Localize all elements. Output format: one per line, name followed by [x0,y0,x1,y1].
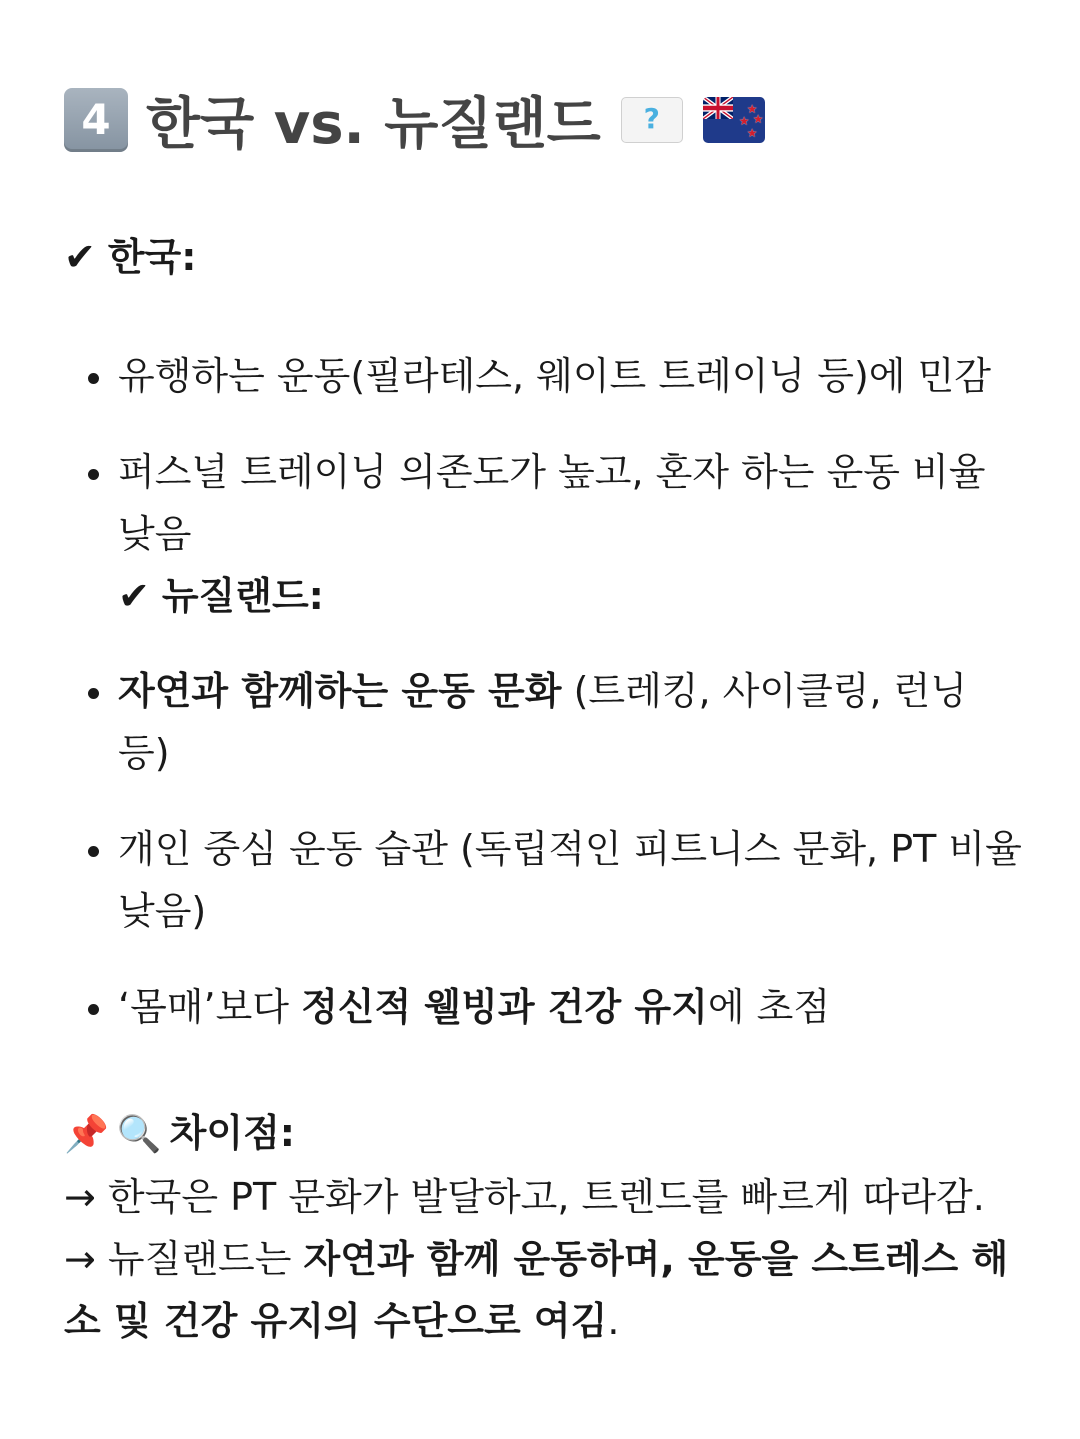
korea-label-text: 한국: [107,235,197,279]
korea-bullets [84,345,1024,627]
section-heading [64,80,765,160]
list-item [84,441,1024,627]
nz-bullets [84,660,1024,1072]
list-item [84,976,1024,1038]
bold-text: 자연과 함께 운동하며, 운동을 스트레스 해소 및 건강 유지의 수단으로 여김 [64,1237,1009,1343]
check-icon: ✔ [64,235,96,279]
plain-text: ‘몸매’보다 [118,985,302,1029]
keycap-number-icon: 4 [64,88,128,152]
list-item: 개인 중심 운동 습관 (독립적인 피트니스 문화, PT 비율 낮음) [84,818,1024,942]
nz-label [118,565,1024,627]
question-flag-icon: ? [621,97,683,143]
difference-title-text: 차이점: [169,1111,295,1155]
plain-text: 에 초점 [707,985,831,1029]
bold-text: 정신적 웰빙과 건강 유지 [301,985,708,1029]
plain-text: . [607,1299,620,1343]
pushpin-icon: 📌 [64,1114,109,1155]
plain-text: → 뉴질랜드는 [64,1237,304,1281]
bold-text: 자연과 함께하는 운동 문화 [118,669,562,713]
difference-title [64,1102,1024,1166]
difference-line-nz [64,1228,1024,1352]
heading-title: 한국 vs. 뉴질랜드 [146,92,601,157]
nz-label-text: 뉴질랜드: [161,574,324,618]
check-icon: ✔ [118,574,150,618]
difference-line-korea: → 한국은 PT 문화가 발달하고, 트렌드를 빠르게 따라감. [64,1175,985,1219]
list-item-text: 퍼스널 트레이닝 의존도가 높고, 혼자 하는 운동 비율 낮음 [118,450,986,556]
list-item [84,660,1024,784]
new-zealand-flag-icon: ★ ★ ★ ★ [703,97,765,143]
list-item: 유행하는 운동(필라테스, 웨이트 트레이닝 등)에 민감 [84,345,1024,407]
search-icon: 🔍 [116,1114,162,1155]
korea-label [64,226,196,281]
difference-section [64,1102,1024,1352]
plain-text: (트레킹, 사이클링, 런닝 등) [118,669,968,775]
